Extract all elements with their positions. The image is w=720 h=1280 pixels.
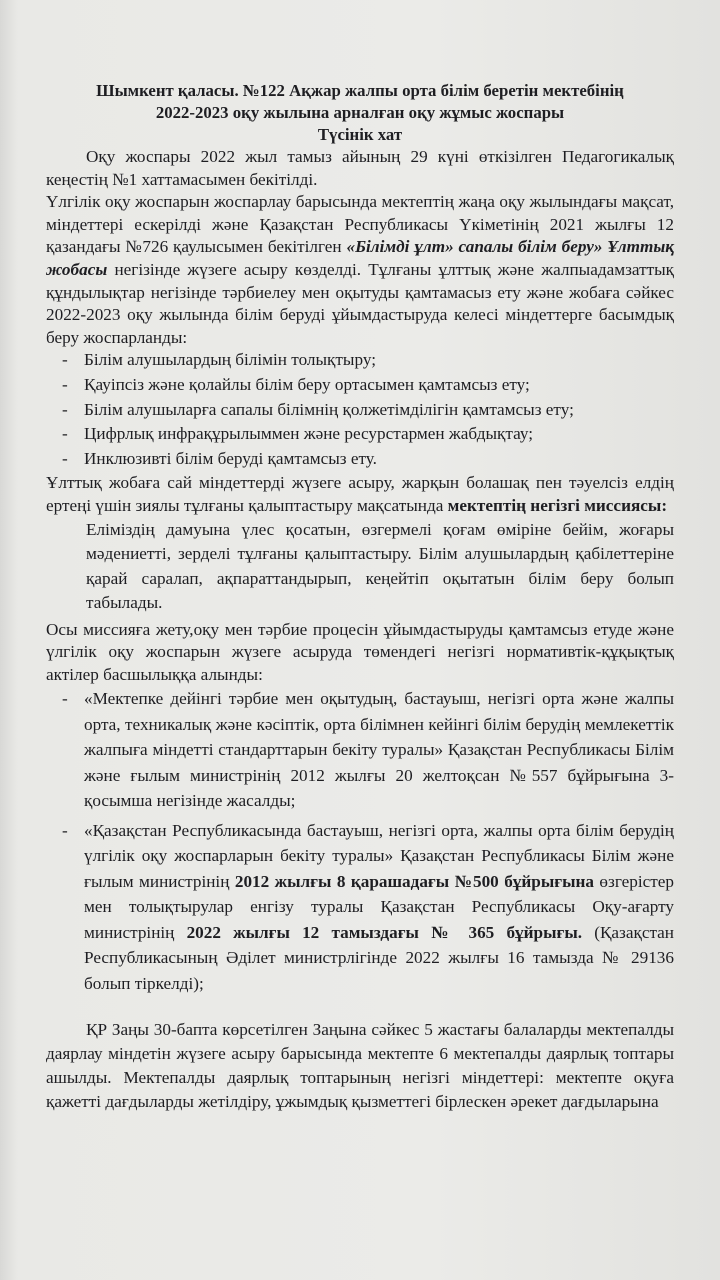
- paragraph-mission-intro: Ұлттық жобаға сай міндеттерді жүзеге асыру, жарқын болашақ пен тәуелсіз елдің ертеңі үшін зиялы тұлғаны қалыптастыру мақсатында мектептің негізгі миссиясы:: [46, 473, 674, 515]
- project-name: «Білімді ұлт» сапалы білім беру» Ұлттық жобасы: [46, 237, 674, 279]
- document-body: [46, 80, 674, 1114]
- paragraph-approval: Оқу жоспары 2022 жыл тамыз айының 29 күні өткізілген Педагогикалық кеңестің №1 хаттамасымен бекітілді.: [46, 147, 674, 189]
- title-school: Шымкент қаласы. №122 Ақжар жалпы орта білім беретін мектебінің: [96, 81, 624, 100]
- list-item: - Қауіпсіз және қолайлы білім беру ортасымен қамтамсыз ету;: [64, 374, 674, 397]
- title-explanatory-note: Түсінік хат: [317, 125, 403, 144]
- list-item: - Цифрлық инфрақұрылыммен және ресурстармен жабдықтау;: [64, 423, 674, 446]
- mission-statement: Еліміздің дамуына үлес қосатын, өзгермелі қоғам өміріне бейім, жоғары мәдениетті, зерделі тұлғаны қалыптастыру. Білім алушылардың қабілеттеріне қарай саралап, ақпараттандырып, кеңейтіп оқытатын білім беру болып табылады.: [86, 519, 674, 612]
- title-plan: 2022-2023 оқу жылына арналған оқу жұмыс жоспары: [155, 103, 565, 122]
- list-item: - Инклюзивті білім беруді қамтамсыз ету.: [64, 448, 674, 471]
- list-item: - Білім алушыларға сапалы білімнің қолжетімділігін қамтамсыз ету;: [64, 399, 674, 422]
- mission-label: мектептің негізгі миссиясы:: [447, 495, 668, 515]
- list-item: - «Қазақстан Республикасында бастауыш, негізгі орта, жалпы орта білім берудің үлгілік оқу жоспарларын бекіту туралы» Қазақстан Республикасы Білім және ғылым министрінің 2012 жылғы 8 қарашадағы №500 бұйрығына өзгерістер мен толықтырулар енгізу туралы Қазақстан Республикасы Оқу-ағарту министрінің 2022 жылғы 12 тамыздағы № 365 бұйрығы. (Қазақстан Республикасының Әділет министрлігінде 2022 жылғы 16 тамызда № 29136 болып тіркелді);: [64, 818, 674, 997]
- paragraph-preschool: ҚР Заңы 30-бапта көрсетілген Заңына сәйкес 5 жастағы балаларды мектепалды даярлау міндетін жүзеге асыру барысында мектепте 6 мектепалды даярлық топтары ашылды. Мектепалды даярлық топтарының негізгі міндеттері: мектепте оқуға қажетті дағдыларды жетілдіру, ұжымдық қызметтегі бірлескен әрекет дағдыларына: [46, 1020, 674, 1112]
- paragraph-legal-basis: Осы миссияға жету,оқу мен тәрбие процесін ұйымдастыруды қамтамсыз етуде және үлгілік оқу жоспарын жүзеге асыруда төмендегі негізгі нормативтік-құқықтық актілер басшылыққа алынды:: [46, 619, 674, 684]
- legal-acts-list: [46, 686, 674, 996]
- list-item: - «Мектепке дейінгі тәрбие мен оқытудың, бастауыш, негізгі орта және жалпы орта, техникалық және кәсіптік, орта білімнен кейінгі білім берудің мемлекеттік жалпыға міндетті стандарттарын бекіту туралы» Қазақстан Республикасы Білім және ғылым министрінің 2012 жылғы 20 желтоқсан №557 бұйрығына 3-қосымша негізінде жасалды;: [64, 686, 674, 814]
- priority-task-list: [46, 349, 674, 470]
- list-item: - Білім алушылардың білімін толықтыру;: [64, 349, 674, 372]
- paragraph-goals: Үлгілік оқу жоспарын жоспарлау барысында мектептің жаңа оқу жылындағы мақсат, міндеттері ескерілді және Қазақстан Республикасы Үкіметінің 2021 жылғы 12 қазандағы №726 қаулысымен бекітілген «Білімді ұлт» сапалы білім беру» Ұлттық жобасы негізінде жүзеге асыру көзделді. Тұлғаны ұлттық және жалпыадамзаттық құндылықтар негізінде тәрбиелеу мен оқытуды қамтамасыз ету және жобаға сәйкес 2022-2023 оқу жылында білім беруді ұйымдастыруда келесі міндеттерге басымдық беру жоспарланды:: [46, 192, 674, 347]
